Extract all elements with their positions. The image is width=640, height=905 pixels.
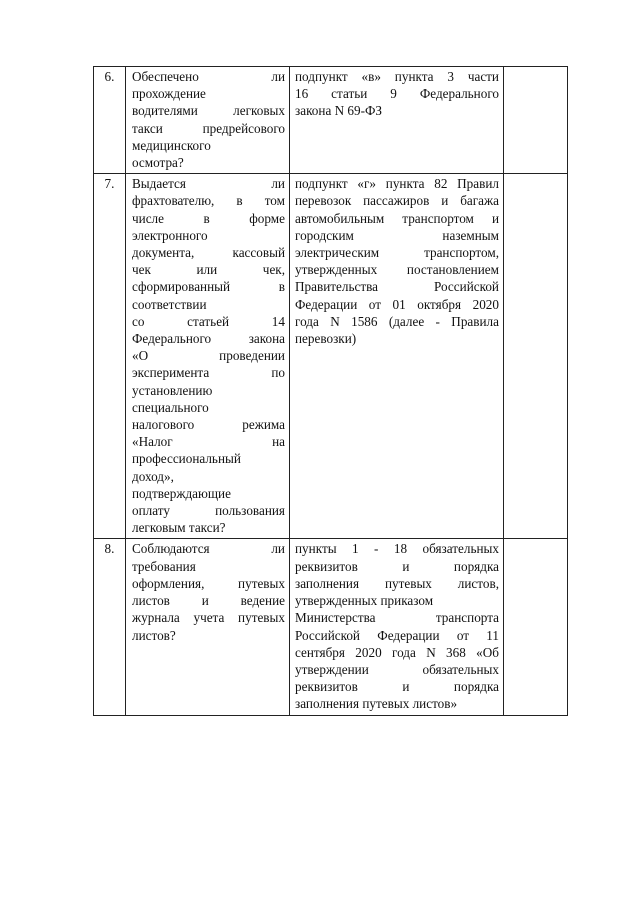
table-row	[94, 539, 568, 715]
reference-line: сентября 2020 года N 368 «Об	[295, 644, 499, 660]
question-line: осмотра?	[132, 155, 184, 171]
reference-cell	[290, 539, 504, 715]
reference-line: автомобильным транспортом и	[295, 210, 499, 226]
question-line: специального	[132, 399, 209, 415]
question-line: оформления, путевых	[132, 575, 285, 591]
reference-line: заполнения путевых листов,	[295, 575, 499, 591]
reference-line: Российской Федерации от 11	[295, 627, 499, 643]
reference-line: Правительства Российской	[295, 279, 499, 295]
reference-line: городским наземным	[295, 227, 499, 243]
question-line: Обеспечено ли	[132, 69, 285, 84]
question-line: документа, кассовый	[132, 245, 285, 261]
question-line: числе в форме	[132, 210, 285, 226]
question-cell	[126, 539, 290, 715]
question-line: легковым такси?	[132, 520, 226, 536]
reference-line: перевозок пассажиров и багажа	[295, 193, 499, 209]
question-line: прохождение	[132, 86, 206, 102]
reference-line: Министерства транспорта	[295, 610, 499, 626]
notes-cell	[504, 174, 568, 539]
reference-cell	[290, 67, 504, 174]
row-number: 8.	[94, 539, 126, 715]
question-line: установлению	[132, 382, 213, 398]
question-line: «О проведении	[132, 348, 285, 364]
reference-line: подпункт «г» пункта 82 Правил	[295, 176, 499, 192]
question-line: налогового режима	[132, 417, 285, 433]
row-number: 6.	[94, 67, 126, 174]
checklist-body	[94, 67, 568, 716]
notes-cell	[504, 67, 568, 174]
reference-line: утвержденных постановлением	[295, 262, 499, 278]
table-row	[94, 67, 568, 174]
reference-line: электрическим транспортом,	[295, 245, 499, 261]
question-line: чек или чек,	[132, 262, 285, 278]
reference-line: реквизитов и порядка	[295, 558, 499, 574]
question-line: Выдается ли	[132, 176, 285, 192]
question-line: журнала учета путевых	[132, 610, 285, 626]
question-line: листов и ведение	[132, 593, 285, 609]
question-line: со статьей 14	[132, 313, 285, 329]
question-line: эксперимента по	[132, 365, 285, 381]
question-line: фрахтователю, в том	[132, 193, 285, 209]
question-line: подтверждающие	[132, 485, 231, 501]
reference-line: заполнения путевых листов»	[295, 696, 458, 712]
question-line: Федерального закона	[132, 331, 285, 347]
question-line: профессиональный	[132, 451, 241, 467]
reference-line: Федерации от 01 октября 2020	[295, 296, 499, 312]
question-line: требования	[132, 558, 196, 574]
table-row	[94, 174, 568, 539]
reference-line: реквизитов и порядка	[295, 679, 499, 695]
question-line: соответствии	[132, 296, 207, 312]
reference-line: 16 статьи 9 Федерального	[295, 86, 499, 102]
question-line: доход»,	[132, 468, 174, 484]
question-line: медицинского	[132, 137, 211, 153]
reference-line: закона N 69-ФЗ	[295, 103, 383, 119]
question-line: «Налог на	[132, 434, 285, 450]
question-line: сформированный в	[132, 279, 285, 295]
notes-cell	[504, 539, 568, 715]
reference-line: перевозки)	[295, 331, 357, 347]
question-line: Соблюдаются ли	[132, 541, 285, 557]
question-line: листов?	[132, 627, 176, 643]
reference-line: пункты 1 - 18 обязательных	[295, 541, 499, 557]
question-line: электронного	[132, 227, 208, 243]
question-cell	[126, 67, 290, 174]
reference-line: подпункт «в» пункта 3 части	[295, 69, 499, 84]
reference-line: утверждении обязательных	[295, 661, 499, 677]
reference-cell	[290, 174, 504, 539]
reference-line: утвержденных приказом	[295, 593, 434, 609]
checklist-table	[93, 66, 568, 716]
question-line: оплату пользования	[132, 503, 285, 519]
row-number: 7.	[94, 174, 126, 539]
question-cell	[126, 174, 290, 539]
reference-line: года N 1586 (далее - Правила	[295, 313, 499, 329]
question-line: такси предрейсового	[132, 120, 285, 136]
question-line: водителями легковых	[132, 103, 285, 119]
